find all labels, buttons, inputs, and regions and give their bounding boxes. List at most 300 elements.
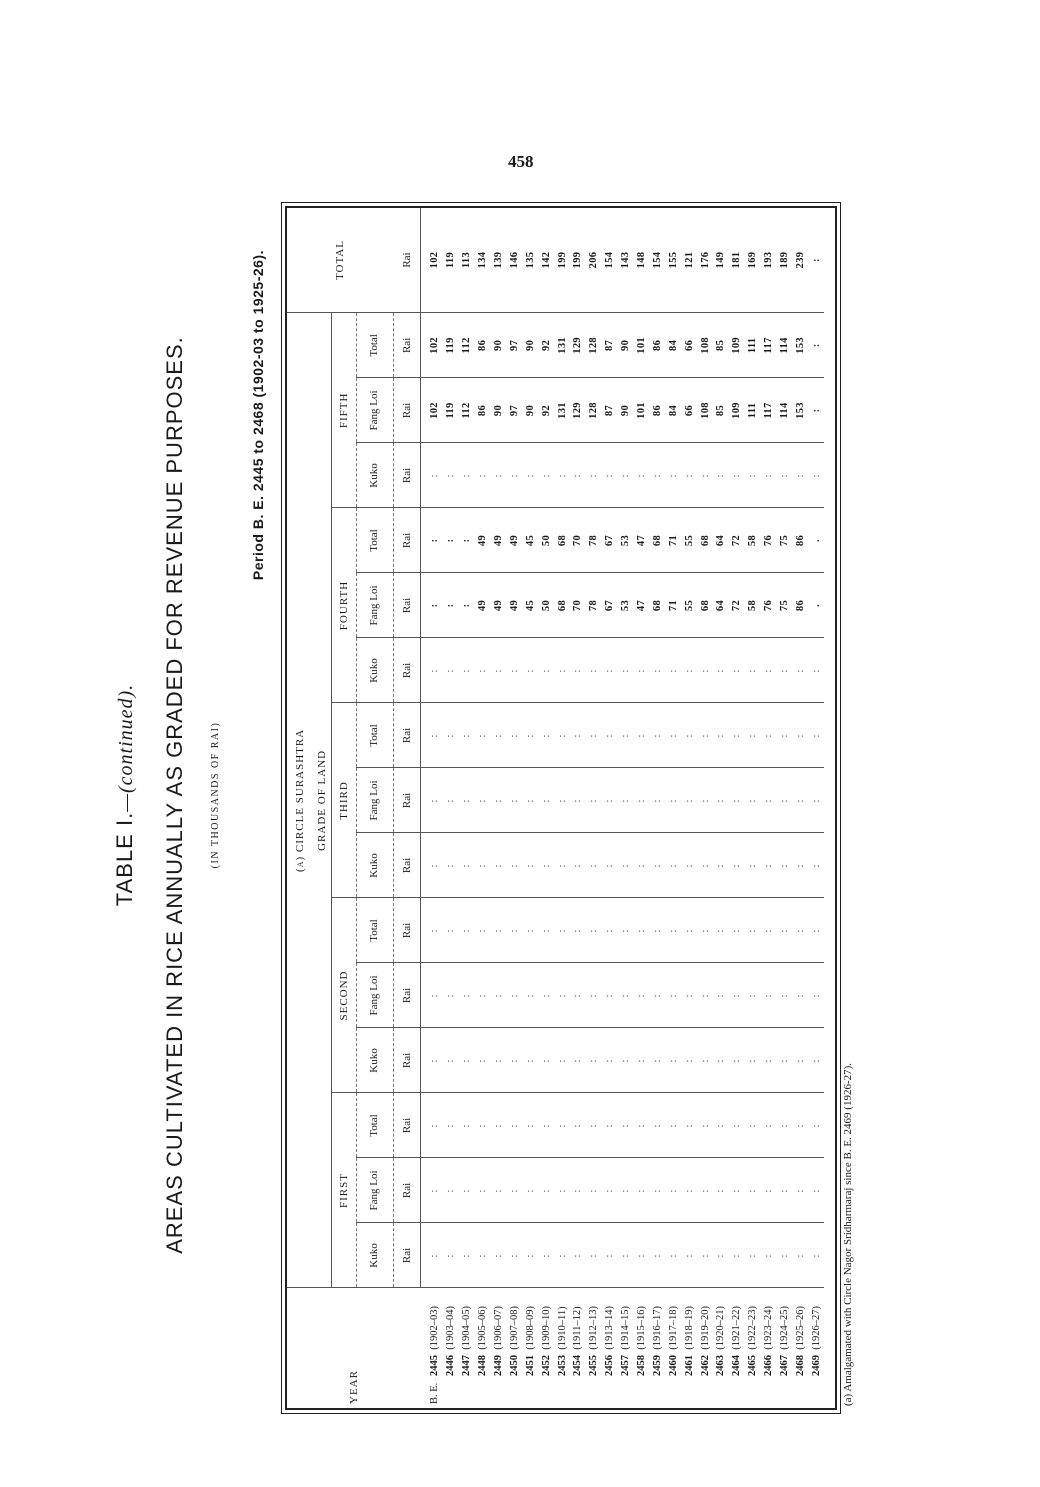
empty-cell: : bbox=[634, 963, 650, 1028]
empty-cell: : bbox=[506, 768, 522, 833]
empty-cell: : bbox=[777, 1223, 793, 1288]
ce-year: (1923–24) bbox=[763, 1306, 775, 1350]
be-year: 2457 bbox=[620, 1355, 632, 1376]
empty-cell: : bbox=[443, 963, 459, 1028]
empty-cell: : bbox=[443, 768, 459, 833]
empty-cell: : bbox=[792, 1093, 808, 1158]
fifth-fang-loi-cell: 86 bbox=[475, 378, 491, 443]
unit-label: Rai bbox=[394, 1028, 421, 1093]
fourth-fang-loi-cell: 55 bbox=[681, 573, 697, 638]
year-cell bbox=[808, 1288, 824, 1408]
unit-label: Rai bbox=[394, 638, 421, 703]
fourth-total-cell: 58 bbox=[745, 508, 761, 573]
ce-year: (1922–23) bbox=[747, 1306, 759, 1350]
empty-cell: : bbox=[602, 898, 618, 963]
total-header: TOTAL bbox=[287, 208, 394, 313]
fourth-fang-loi-cell: 75 bbox=[777, 573, 793, 638]
empty-cell: : bbox=[586, 638, 602, 703]
fourth-total-cell: 47 bbox=[634, 508, 650, 573]
empty-cell: : bbox=[602, 443, 618, 508]
empty-cell: : bbox=[538, 833, 554, 898]
fourth-total-cell: 49 bbox=[506, 508, 522, 573]
empty-cell: : bbox=[761, 1223, 777, 1288]
table-row bbox=[618, 208, 634, 1408]
fifth-total-cell: 119 bbox=[443, 313, 459, 378]
empty-cell: : bbox=[634, 1093, 650, 1158]
grand-total-cell: 134 bbox=[475, 208, 491, 313]
rotated-table-sheet bbox=[100, 170, 860, 1420]
subheader-fourth-fang-loi: Fang Loi bbox=[357, 573, 394, 638]
empty-cell: : bbox=[697, 1093, 713, 1158]
empty-cell: : bbox=[729, 1093, 745, 1158]
empty-cell: : bbox=[522, 638, 538, 703]
year-cell bbox=[554, 1288, 570, 1408]
be-year: 2454 bbox=[572, 1355, 584, 1376]
empty-cell: : bbox=[443, 1093, 459, 1158]
empty-cell: : bbox=[570, 638, 586, 703]
year-cell bbox=[697, 1288, 713, 1408]
empty-cell: : bbox=[491, 768, 507, 833]
fourth-total-cell: 45 bbox=[522, 508, 538, 573]
empty-cell: : bbox=[665, 963, 681, 1028]
fifth-total-cell: 97 bbox=[506, 313, 522, 378]
empty-cell: : bbox=[602, 1223, 618, 1288]
year-cell bbox=[681, 1288, 697, 1408]
fifth-total-cell: 114 bbox=[777, 313, 793, 378]
empty-cell: : bbox=[522, 898, 538, 963]
grade-of-land-header: GRADE OF LAND bbox=[313, 313, 332, 1288]
empty-cell: : bbox=[761, 1028, 777, 1093]
empty-cell: : bbox=[554, 963, 570, 1028]
subheader-first-fang-loi: Fang Loi bbox=[357, 1158, 394, 1223]
fifth-fang-loi-cell: 97 bbox=[506, 378, 522, 443]
table-title-suffix: —(continued). bbox=[115, 683, 137, 812]
empty-cell: : bbox=[792, 703, 808, 768]
empty-cell: : bbox=[554, 898, 570, 963]
fourth-total-cell: 53 bbox=[618, 508, 634, 573]
subheader-second-kuko: Kuko bbox=[357, 1028, 394, 1093]
empty-cell: : bbox=[491, 963, 507, 1028]
empty-cell: : bbox=[570, 1158, 586, 1223]
unit-label: Rai bbox=[394, 703, 421, 768]
table-row bbox=[506, 208, 522, 1408]
unit-label: Rai bbox=[394, 833, 421, 898]
empty-cell: : bbox=[713, 898, 729, 963]
empty-cell: : bbox=[808, 833, 824, 898]
fifth-fang-loi-cell: 92 bbox=[538, 378, 554, 443]
empty-cell: : bbox=[443, 703, 459, 768]
fourth-total-cell: . bbox=[808, 508, 824, 573]
empty-cell: : bbox=[777, 703, 793, 768]
grand-total-cell: 206 bbox=[586, 208, 602, 313]
fifth-fang-loi-cell: 129 bbox=[570, 378, 586, 443]
empty-cell: : bbox=[618, 898, 634, 963]
empty-cell: : bbox=[421, 443, 443, 508]
empty-cell: : bbox=[713, 1093, 729, 1158]
fourth-fang-loi-cell: : bbox=[459, 573, 475, 638]
fifth-fang-loi-cell: 108 bbox=[697, 378, 713, 443]
be-year: 2460 bbox=[667, 1355, 679, 1376]
empty-cell: : bbox=[808, 703, 824, 768]
era-prefix: B. E. bbox=[429, 1382, 441, 1404]
empty-cell: : bbox=[665, 1093, 681, 1158]
empty-cell: : bbox=[538, 703, 554, 768]
empty-cell: : bbox=[522, 703, 538, 768]
table-title-main: TABLE I. bbox=[112, 811, 137, 907]
empty-cell: : bbox=[570, 1093, 586, 1158]
empty-cell: : bbox=[602, 1093, 618, 1158]
year-cell bbox=[745, 1288, 761, 1408]
empty-cell: : bbox=[777, 1158, 793, 1223]
empty-cell: : bbox=[602, 768, 618, 833]
ce-year: (1912–13) bbox=[588, 1306, 600, 1350]
empty-cell: : bbox=[554, 768, 570, 833]
empty-cell: : bbox=[570, 703, 586, 768]
period-line: Period B. E. 2445 to 2468 (1902-03 to 1925-26). bbox=[250, 250, 266, 581]
year-cell bbox=[713, 1288, 729, 1408]
empty-cell: : bbox=[745, 833, 761, 898]
fifth-total-cell: 90 bbox=[491, 313, 507, 378]
empty-cell: : bbox=[586, 768, 602, 833]
empty-cell: : bbox=[808, 1093, 824, 1158]
empty-cell: : bbox=[459, 1158, 475, 1223]
empty-cell: : bbox=[761, 1093, 777, 1158]
empty-cell: : bbox=[665, 898, 681, 963]
unit-label: Rai bbox=[394, 508, 421, 573]
be-year: 2447 bbox=[461, 1355, 473, 1376]
empty-cell: : bbox=[522, 1028, 538, 1093]
year-cell bbox=[491, 1288, 507, 1408]
table-row bbox=[459, 208, 475, 1408]
table-row bbox=[421, 208, 443, 1408]
table-row bbox=[808, 208, 824, 1408]
fourth-total-cell: 67 bbox=[602, 508, 618, 573]
grade-header-third: THIRD bbox=[332, 703, 357, 898]
empty-cell: : bbox=[570, 443, 586, 508]
empty-cell: : bbox=[697, 898, 713, 963]
empty-cell: : bbox=[570, 833, 586, 898]
empty-cell: : bbox=[634, 638, 650, 703]
table-row bbox=[649, 208, 665, 1408]
empty-cell: : bbox=[554, 833, 570, 898]
fifth-fang-loi-cell: 153 bbox=[792, 378, 808, 443]
empty-cell: : bbox=[761, 703, 777, 768]
fourth-total-cell: 49 bbox=[475, 508, 491, 573]
fourth-total-cell: 49 bbox=[491, 508, 507, 573]
empty-cell: : bbox=[586, 443, 602, 508]
empty-cell: : bbox=[634, 703, 650, 768]
empty-cell: : bbox=[777, 638, 793, 703]
empty-cell: : bbox=[761, 638, 777, 703]
be-year: 2450 bbox=[508, 1355, 520, 1376]
fourth-fang-loi-cell: 58 bbox=[745, 573, 761, 638]
empty-cell: : bbox=[522, 1223, 538, 1288]
ce-year: (1917–18) bbox=[667, 1306, 679, 1350]
empty-cell: : bbox=[459, 1028, 475, 1093]
empty-cell: : bbox=[506, 963, 522, 1028]
fourth-total-cell: 78 bbox=[586, 508, 602, 573]
empty-cell: : bbox=[777, 833, 793, 898]
year-cell bbox=[522, 1288, 538, 1408]
fifth-fang-loi-cell: 117 bbox=[761, 378, 777, 443]
empty-cell: : bbox=[475, 638, 491, 703]
empty-cell: : bbox=[522, 768, 538, 833]
main-heading: AREAS CULTIVATED IN RICE ANNUALLY AS GRADED FOR REVENUE PURPOSES. bbox=[162, 336, 187, 1254]
empty-cell: : bbox=[808, 898, 824, 963]
table-row bbox=[491, 208, 507, 1408]
empty-cell: : bbox=[506, 443, 522, 508]
fourth-fang-loi-cell: : bbox=[421, 573, 443, 638]
be-year: 2453 bbox=[556, 1355, 568, 1376]
empty-cell: : bbox=[459, 1223, 475, 1288]
empty-cell: : bbox=[649, 1223, 665, 1288]
fourth-total-cell: 68 bbox=[697, 508, 713, 573]
empty-cell: : bbox=[459, 963, 475, 1028]
empty-cell: : bbox=[618, 443, 634, 508]
fourth-fang-loi-cell: 64 bbox=[713, 573, 729, 638]
table-row bbox=[586, 208, 602, 1408]
year-cell bbox=[570, 1288, 586, 1408]
empty-cell: : bbox=[665, 768, 681, 833]
unit-label: Rai bbox=[394, 313, 421, 378]
empty-cell: : bbox=[713, 1028, 729, 1093]
ce-year: (1904–05) bbox=[461, 1306, 473, 1350]
empty-cell: : bbox=[421, 1158, 443, 1223]
empty-cell: : bbox=[475, 768, 491, 833]
fourth-fang-loi-cell: 76 bbox=[761, 573, 777, 638]
empty-cell: : bbox=[808, 1158, 824, 1223]
empty-cell: : bbox=[506, 1028, 522, 1093]
empty-cell: : bbox=[421, 898, 443, 963]
grand-total-cell: 155 bbox=[665, 208, 681, 313]
empty-cell: : bbox=[681, 963, 697, 1028]
empty-cell: : bbox=[618, 703, 634, 768]
subheader-fourth-kuko: Kuko bbox=[357, 638, 394, 703]
fifth-fang-loi-cell: 114 bbox=[777, 378, 793, 443]
empty-cell: : bbox=[538, 1028, 554, 1093]
table-row bbox=[697, 208, 713, 1408]
ce-year: (1911–12) bbox=[572, 1306, 584, 1350]
ce-year: (1914–15) bbox=[620, 1306, 632, 1350]
empty-cell: : bbox=[665, 833, 681, 898]
be-year: 2456 bbox=[604, 1355, 616, 1376]
be-year: 2463 bbox=[715, 1355, 727, 1376]
fourth-fang-loi-cell: 68 bbox=[554, 573, 570, 638]
fifth-fang-loi-cell: 90 bbox=[491, 378, 507, 443]
empty-cell: : bbox=[681, 898, 697, 963]
grand-total-cell: 149 bbox=[713, 208, 729, 313]
grade-header-fifth: FIFTH bbox=[332, 313, 357, 508]
empty-cell: : bbox=[475, 1028, 491, 1093]
empty-cell: : bbox=[554, 638, 570, 703]
be-year: 2466 bbox=[763, 1355, 775, 1376]
empty-cell: : bbox=[697, 1028, 713, 1093]
year-cell bbox=[729, 1288, 745, 1408]
ce-year: (1920–21) bbox=[715, 1306, 727, 1350]
fifth-total-cell: 87 bbox=[602, 313, 618, 378]
fifth-fang-loi-cell: 84 bbox=[665, 378, 681, 443]
ce-year: (1913–14) bbox=[604, 1306, 616, 1350]
table-frame bbox=[285, 206, 837, 1410]
empty-cell: : bbox=[634, 833, 650, 898]
empty-cell: : bbox=[808, 768, 824, 833]
empty-cell: : bbox=[459, 833, 475, 898]
empty-cell: : bbox=[745, 898, 761, 963]
empty-cell: : bbox=[713, 443, 729, 508]
table-row bbox=[602, 208, 618, 1408]
empty-cell: : bbox=[443, 1028, 459, 1093]
ce-year: (1908–09) bbox=[524, 1306, 536, 1350]
empty-cell: : bbox=[538, 1158, 554, 1223]
empty-cell: : bbox=[586, 898, 602, 963]
be-year: 2468 bbox=[794, 1355, 806, 1376]
fifth-fang-loi-cell: 102 bbox=[421, 378, 443, 443]
empty-cell: : bbox=[745, 638, 761, 703]
empty-cell: : bbox=[697, 833, 713, 898]
empty-cell: : bbox=[729, 1223, 745, 1288]
year-cell bbox=[586, 1288, 602, 1408]
empty-cell: : bbox=[602, 963, 618, 1028]
fifth-fang-loi-cell: 109 bbox=[729, 378, 745, 443]
empty-cell: : bbox=[792, 1158, 808, 1223]
empty-cell: : bbox=[491, 1093, 507, 1158]
empty-cell: : bbox=[459, 703, 475, 768]
empty-cell: : bbox=[586, 1093, 602, 1158]
empty-cell: : bbox=[506, 833, 522, 898]
empty-cell: : bbox=[761, 768, 777, 833]
empty-cell: : bbox=[697, 1158, 713, 1223]
table-row bbox=[554, 208, 570, 1408]
empty-cell: : bbox=[665, 638, 681, 703]
empty-cell: : bbox=[586, 1158, 602, 1223]
fourth-fang-loi-cell: 53 bbox=[618, 573, 634, 638]
empty-cell: : bbox=[602, 1158, 618, 1223]
empty-cell: : bbox=[729, 1158, 745, 1223]
empty-cell: : bbox=[745, 768, 761, 833]
grand-total-cell: 193 bbox=[761, 208, 777, 313]
fifth-fang-loi-cell: 85 bbox=[713, 378, 729, 443]
empty-cell: : bbox=[634, 443, 650, 508]
subheader-fifth-total: Total bbox=[357, 313, 394, 378]
empty-cell: : bbox=[618, 638, 634, 703]
grand-total-cell: 113 bbox=[459, 208, 475, 313]
subheader-fifth-kuko: Kuko bbox=[357, 443, 394, 508]
fourth-fang-loi-cell: 86 bbox=[792, 573, 808, 638]
empty-cell: : bbox=[634, 1158, 650, 1223]
fifth-fang-loi-cell: 111 bbox=[745, 378, 761, 443]
empty-cell: : bbox=[713, 963, 729, 1028]
fifth-total-cell: 86 bbox=[475, 313, 491, 378]
empty-cell: : bbox=[808, 1028, 824, 1093]
empty-cell: : bbox=[538, 1093, 554, 1158]
empty-cell: : bbox=[491, 833, 507, 898]
fifth-total-cell: 117 bbox=[761, 313, 777, 378]
empty-cell: : bbox=[697, 638, 713, 703]
empty-cell: : bbox=[602, 703, 618, 768]
grand-total-cell: : bbox=[808, 208, 824, 313]
empty-cell: : bbox=[681, 703, 697, 768]
ce-year: (1910–11) bbox=[556, 1306, 568, 1350]
empty-cell: : bbox=[761, 443, 777, 508]
footnote: (a) Amalgamated with Circle Nagor Sridharmaraj since B. E. 2469 (1926-27). bbox=[842, 1062, 854, 1406]
empty-cell: : bbox=[522, 1158, 538, 1223]
empty-cell: : bbox=[475, 963, 491, 1028]
year-cell bbox=[777, 1288, 793, 1408]
empty-cell: : bbox=[618, 768, 634, 833]
table-row bbox=[570, 208, 586, 1408]
empty-cell: : bbox=[681, 443, 697, 508]
fifth-total-cell: 85 bbox=[713, 313, 729, 378]
ce-year: (1915–16) bbox=[636, 1306, 648, 1350]
empty-cell: : bbox=[808, 638, 824, 703]
table-row bbox=[665, 208, 681, 1408]
page-number: 458 bbox=[508, 152, 534, 171]
subheader-third-kuko: Kuko bbox=[357, 833, 394, 898]
unit-label: Rai bbox=[394, 573, 421, 638]
empty-cell: : bbox=[729, 898, 745, 963]
empty-cell: : bbox=[475, 443, 491, 508]
fifth-total-cell: 92 bbox=[538, 313, 554, 378]
empty-cell: : bbox=[618, 1223, 634, 1288]
fourth-fang-loi-cell: . bbox=[808, 573, 824, 638]
year-cell bbox=[634, 1288, 650, 1408]
empty-cell: : bbox=[538, 638, 554, 703]
empty-cell: : bbox=[554, 1028, 570, 1093]
empty-cell: : bbox=[554, 1158, 570, 1223]
empty-cell: : bbox=[459, 638, 475, 703]
empty-cell: : bbox=[745, 1158, 761, 1223]
fifth-total-cell: 90 bbox=[618, 313, 634, 378]
grand-total-cell: 143 bbox=[618, 208, 634, 313]
empty-cell: : bbox=[649, 768, 665, 833]
empty-cell: : bbox=[602, 1028, 618, 1093]
empty-cell: : bbox=[729, 963, 745, 1028]
fifth-total-cell: 129 bbox=[570, 313, 586, 378]
table-row bbox=[634, 208, 650, 1408]
fifth-total-cell: 131 bbox=[554, 313, 570, 378]
fifth-fang-loi-cell: 112 bbox=[459, 378, 475, 443]
empty-cell: : bbox=[634, 1223, 650, 1288]
table-row bbox=[681, 208, 697, 1408]
be-year: 2464 bbox=[731, 1355, 743, 1376]
fifth-fang-loi-cell: 128 bbox=[586, 378, 602, 443]
empty-cell: : bbox=[421, 1223, 443, 1288]
empty-cell: : bbox=[538, 963, 554, 1028]
empty-cell: : bbox=[649, 833, 665, 898]
empty-cell: : bbox=[792, 833, 808, 898]
empty-cell: : bbox=[522, 963, 538, 1028]
empty-cell: : bbox=[634, 898, 650, 963]
empty-cell: : bbox=[421, 1028, 443, 1093]
empty-cell: : bbox=[618, 963, 634, 1028]
year-cell bbox=[538, 1288, 554, 1408]
be-year: 2458 bbox=[636, 1355, 648, 1376]
circle-header: (a) CIRCLE SURASHTRA bbox=[287, 313, 313, 1288]
empty-cell: : bbox=[586, 963, 602, 1028]
unit-label: Rai bbox=[394, 208, 421, 313]
empty-cell: : bbox=[443, 638, 459, 703]
be-year: 2448 bbox=[477, 1355, 489, 1376]
empty-cell: : bbox=[697, 1223, 713, 1288]
empty-cell: : bbox=[459, 443, 475, 508]
empty-cell: : bbox=[459, 1093, 475, 1158]
empty-cell: : bbox=[443, 898, 459, 963]
fifth-total-cell: 86 bbox=[649, 313, 665, 378]
empty-cell: : bbox=[586, 1223, 602, 1288]
subheader-first-total: Total bbox=[357, 1093, 394, 1158]
empty-cell: : bbox=[681, 638, 697, 703]
fifth-fang-loi-cell: 101 bbox=[634, 378, 650, 443]
